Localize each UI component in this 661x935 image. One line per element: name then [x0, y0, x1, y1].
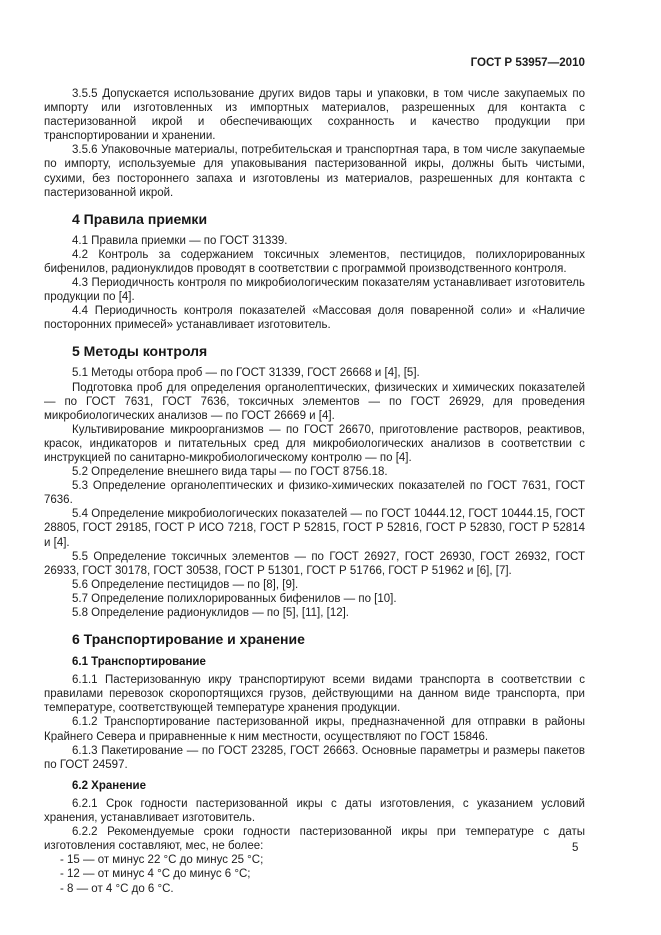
- paragraph-5-1-cultivation: Культивирование микроорганизмов — по ГОСТ 26670, приготовление растворов, реактивов, красок, индикаторов и питательных сред для микробиологических анализов в соответствии с инструкцией по санитарно-микробиологическому контролю — по [4].: [44, 423, 585, 464]
- paragraph-6-2-1: 6.2.1 Срок годности пастеризованной икры с даты изготовления, с указанием условий хранения, устанавливает изготовитель.: [44, 797, 585, 825]
- page-number: 5: [572, 842, 579, 854]
- section-5-heading: 5 Методы контроля: [72, 343, 208, 360]
- paragraph-6-1-2: 6.1.2 Транспортирование пастеризованной икры, предназначенной для отправки в районы Крайнего Севера и приравненные к ним местности, осуществляют по ГОСТ 15846.: [44, 716, 585, 743]
- paragraph-4-1: 4.1 Правила приемки — по ГОСТ 31339.: [72, 234, 288, 247]
- paragraph-5-6: 5.6 Определение пестицидов — по [8], [9].: [72, 578, 299, 591]
- shelf-life-item-12-months: - 12 — от минус 4 °С до минус 6 °С;: [60, 868, 251, 881]
- subsection-6-1-heading: 6.1 Транспортирование: [72, 656, 206, 669]
- paragraph-5-1: 5.1 Методы отбора проб — по ГОСТ 31339, ГОСТ 26668 и [4], [5].: [72, 367, 420, 380]
- paragraph-6-1-3: 6.1.3 Пакетирование — по ГОСТ 23285, ГОСТ 26663. Основные параметры и размеры пакетов по ГОСТ 24597.: [44, 744, 585, 771]
- shelf-life-item-8-months: - 8 — от 4 °С до 6 °С.: [60, 882, 174, 895]
- paragraph-5-5: 5.5 Определение токсичных элементов — по ГОСТ 26927, ГОСТ 26930, ГОСТ 26932, ГОСТ 26933, ГОСТ 30178, ГОСТ 30538, ГОСТ Р 51301, ГОСТ Р 51766, ГОСТ Р 51962 и [6], [7].: [44, 550, 585, 577]
- paragraph-5-7: 5.7 Определение полихлорированных бифенилов — по [10].: [72, 592, 397, 605]
- paragraph-3-5-6: 3.5.6 Упаковочные материалы, потребительская и транспортная тара, в том числе закупаемые по импорту, используемые для упаковывания пастеризованной икры, должны быть чистыми, сухими, без постороннего запаха и изготовлены из материалов, разрешенных для контакта с пастеризованной икрой.: [44, 144, 585, 199]
- shelf-life-item-15-months: - 15 — от минус 22 °С до минус 25 °С;: [60, 854, 264, 867]
- section-4-heading: 4 Правила приемки: [72, 210, 208, 227]
- paragraph-5-4: 5.4 Определение микробиологических показателей — по ГОСТ 10444.12, ГОСТ 10444.15, ГОСТ 28805, ГОСТ 29185, ГОСТ Р ИСО 7218, ГОСТ Р 52815, ГОСТ Р 52816, ГОСТ Р 52830, ГОСТ Р 52814 и [4].: [44, 508, 585, 549]
- paragraph-5-8: 5.8 Определение радионуклидов — по [5], [11], [12].: [72, 607, 349, 619]
- section-6-heading: 6 Транспортирование и хранение: [72, 631, 305, 648]
- paragraph-6-2-2: 6.2.2 Рекомендуемые сроки годности пастеризованной икры при температуре с даты изготовления составляют, мес, не более:: [44, 826, 585, 853]
- paragraph-6-1-1: 6.1.1 Пастеризованную икру транспортируют всеми видами транспорта в соответствии с правилами перевозок скоропортящихся грузов, действующими на данном виде транспорта, при температуре, соответствующей температуре хранения продукции.: [44, 674, 585, 715]
- page-content: [44, 56, 585, 896]
- subsection-6-2-heading: 6.2 Хранение: [72, 779, 147, 792]
- paragraph-3-5-5: 3.5.5 Допускается использование других видов тары и упаковки, в том числе закупаемых по импорту или изготовленных из импортных материалов, разрешенных для контакта с пастеризованной икрой и обеспечивающих сохранность и качество продукции при транспортировании и хранении.: [44, 88, 585, 143]
- paragraph-4-2: 4.2 Контроль за содержанием токсичных элементов, пестицидов, полихлорированных бифенилов, радионуклидов проводят в соответствии с программой производственного контроля.: [44, 248, 585, 275]
- paragraph-5-2: 5.2 Определение внешнего вида тары — по ГОСТ 8756.18.: [72, 466, 388, 479]
- paragraph-5-1-sample-prep: Подготовка проб для определения органолептических, физических и химических показателей — по ГОСТ 7631, ГОСТ 7636, токсичных элементов — по ГОСТ 26929, для проведения микробиологических анализов — по ГОСТ 26669 и [4].: [44, 381, 585, 422]
- paragraph-5-3: 5.3 Определение органолептических и физико-химических показателей по ГОСТ 7631, ГОСТ 7636.: [44, 480, 585, 507]
- paragraph-4-3: 4.3 Периодичность контроля по микробиологическим показателям устанавливает изготовитель продукции по [4].: [44, 277, 585, 304]
- paragraph-4-4: 4.4 Периодичность контроля показателей «Массовая доля поваренной соли» и «Наличие посторонних примесей» устанавливает изготовитель.: [44, 305, 585, 332]
- document-code-header: ГОСТ Р 53957—2010: [470, 56, 585, 69]
